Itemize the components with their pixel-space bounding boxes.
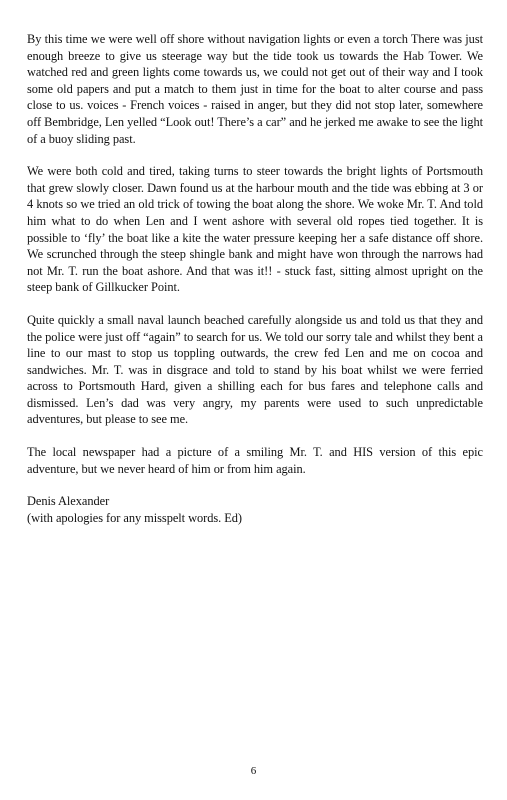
page-number: 6 (250, 765, 257, 777)
paragraph-3: Quite quickly a small naval launch beached carefully alongside us and told us that they and the police were just off “again” to search for us. We told our sorry tale and whilst they bent a line to our mast to stop us toppling outwards, the crew fed Len and me on cocoa and sandwiches. Mr. T. was in disgrace and told to stand by his boat whilst we were ferried across to Portsmouth Hard, given a shilling each for bus fares and telephone calls and dismissed. Len’s dad was very angry, my parents were used to such unpredictable adventures, but please to see me. (27, 312, 483, 427)
paragraph-1: By this time we were well off shore without navigation lights or even a torch There was just enough breeze to give us steerage way but the tide took us towards the Hab Tower. We watched red and green lights come towards us, we could not get out of their way and I took some old papers and put a match to them just in time for the boat to alter course and pass close to us. voices - French voices - raised in anger, but they did not stop later, somewhere off Bembridge, Len yelled “Look out! There’s a car” and he jerked me awake to see the light of a buoy sliding past. (27, 32, 483, 146)
author-name: Denis Alexander (27, 494, 110, 509)
article-body (27, 31, 483, 526)
editor-note: (with apologies for any misspelt words. Ed) (27, 510, 242, 525)
paragraph-4: The local newspaper had a picture of a smiling Mr. T. and HIS version of this epic adventure, but we never heard of him or from him again. (27, 445, 483, 476)
paragraph-2: We were both cold and tired, taking turns to steer towards the bright lights of Portsmouth that grew slowly closer. Dawn found us at the harbour mouth and the tide was ebbing at 3 or 4 knots so we tried an old trick of towing the boat along the shore. We woke Mr. T. And told him what to do when Len and I went ashore with several old ropes tied together. It is possible to ‘fly’ the boat like a kite the water pressure keeping her a safe distance off shore. We scrunched through the steep shingle bank and might have won through the narrows had not Mr. T. run the boat ashore. And that was it!! - stuck fast, sitting almost upright on the steep bank of Gillkucker Point. (27, 164, 483, 295)
